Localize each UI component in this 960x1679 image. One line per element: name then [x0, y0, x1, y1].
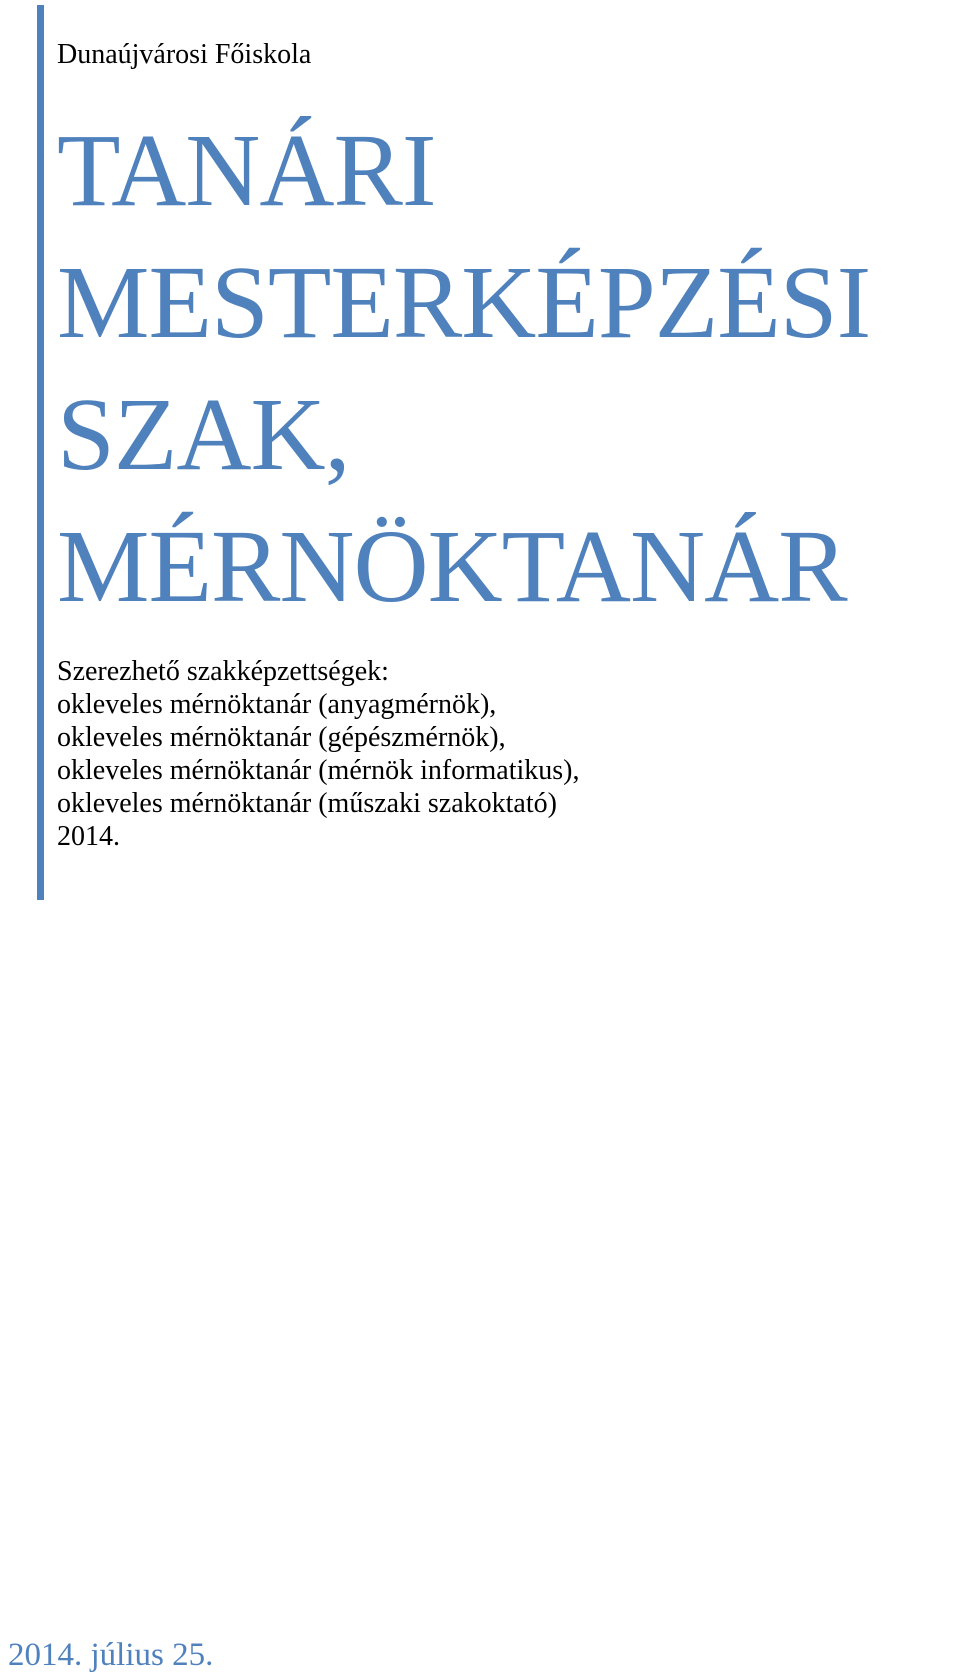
- title-line: SZAK,: [57, 377, 350, 492]
- qualifications-heading: Szerezhető szakképzettségek:: [57, 656, 389, 687]
- qualification-item: okleveles mérnöktanár (műszaki szakoktató): [57, 788, 557, 819]
- qualifications-block: [57, 655, 580, 853]
- year-line: 2014.: [57, 821, 120, 852]
- document-title: [57, 105, 870, 633]
- institution-name: Dunaújvárosi Főiskola: [57, 39, 312, 70]
- qualification-item: okleveles mérnöktanár (anyagmérnök),: [57, 689, 497, 720]
- title-line: MÉRNÖKTANÁR: [57, 509, 847, 624]
- title-line: TANÁRI: [57, 113, 436, 228]
- qualification-item: okleveles mérnöktanár (mérnök informatikus),: [57, 755, 580, 786]
- qualification-item: okleveles mérnöktanár (gépészmérnök),: [57, 722, 506, 753]
- document-date: 2014. július 25.: [8, 1637, 214, 1673]
- accent-bar: [37, 5, 44, 900]
- title-line: MESTERKÉPZÉSI: [57, 245, 871, 360]
